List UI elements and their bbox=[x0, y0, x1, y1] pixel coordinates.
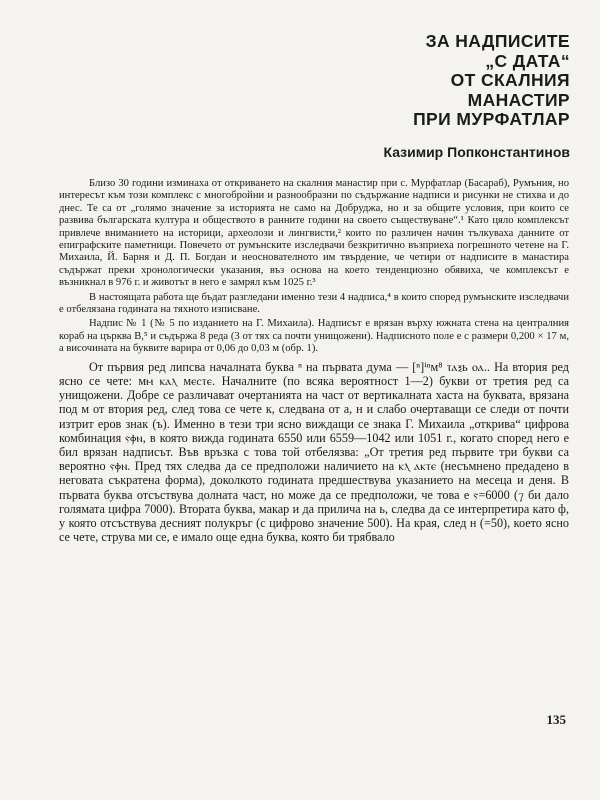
author-name: Казимир Попконстантинов bbox=[383, 144, 570, 160]
title-line: ОТ СКАЛНИЯ bbox=[450, 70, 570, 90]
page-number: 135 bbox=[546, 712, 566, 727]
title-line: „С ДАТА“ bbox=[485, 50, 570, 71]
paragraph: В настоящата работа ще бъдат разгледани именно тези 4 надписа,⁴ в които според румънските изследвачи е отбелязана годината на тяхното изписване. bbox=[59, 291, 569, 316]
title-line: ПРИ МУРФАТЛАР bbox=[413, 109, 570, 129]
article-title bbox=[270, 32, 570, 130]
paragraph: От първия ред липсва началната буква ⁿ на първата дума — [ⁿ]ⁱⁿм⁸ ⲧⲁⲝь ⲟⲁ.. На втория ред ясно се чете: мⲙ ⲕⲁⲗ мⲉⲥⲧⲉ. Началните (по всяка вероятност 1—2) букви от третия ред са унищожени. Добре се различават очертанията на част от вертикалната хаста на буквата, врязана под м от втория ред, след това се чете к, следвана от а, н и слабо очертаващи се следи от почти изтрит еров знак (ъ). Именно в тези три ясно виждащи се знака Г. Михаила „открива“ цифрова комбинация ⲋⲫⲛ, в която вижда годината 6550 или 6559—1042 или 1051 г., когато според него е бил врязан надписът. Във връзка с това той отбелязва: „От третия ред първите три букви са вероятно ⲋⲫⲛ. Пред тях следва да се предположи наличието на ⲕⲗ ⲁⲕⲧⲉ (несъмнено предадено в неговата съкратена форма), доколкото годината предшествува указанието на месеца и деня. В първата буква отсъствува долната част, но може да се предположи, че това е ⲋ=6000 (⁊ би дало голямата цифра 7000). Втората буква, макар и да прилича на ь, следва да се интерпретира като ф, у която отсъствува десният полукръг (с цифрово значение 500). На края, след н (=50), което ясно се чете, струва ми се, е имало още една буква, която би трябвало bbox=[59, 359, 569, 545]
paragraph: Надпис № 1 (№ 5 по изданието на Г. Михаила). Надписът е врязан върху южната стена на централния кораб на църква B,⁵ и съдържа 8 реда (3 от тях са почти унищожени). Надписното поле е с размери 0,200 × 17 м, а височината на буквите варира от 0,06 до 0,03 м (обр. 1). bbox=[59, 318, 569, 355]
paragraph: Близо 30 години изминаха от откриването на скалния манастир при с. Мурфатлар (Басараб), Румъния, но интересът към този комплекс с многобройни и разнообразни по съдържание надписи и рисунки не стихва и до днес. Те са от „голямо значение за историята не само на Добруджа, но и за общите условия, при които се развива българската култура и обществото в ранните години на своето съществуване“.¹ Като цяло комплексът привлече вниманието на историци, археолози и лингвисти,² които по различен начин тълкуваха данните от епиграфските паметници. Повечето от румънските изследвачи безкритично възприеха погрешното четене на Г. Михаила, Й. Барня и Д. П. Богдан и неоснователното им твърдение, че четири от надписите в манастира съдържат преки хронологически указания, въз основа на което тенденциозно обявиха, че комплексът е възникнал в 976 г. и животът в него е замрял към 1025 г.³ bbox=[59, 178, 569, 289]
title-line: ЗА НАДПИСИТЕ bbox=[425, 31, 570, 51]
article-body bbox=[59, 178, 569, 546]
title-line: МАНАСТИР bbox=[467, 89, 570, 110]
